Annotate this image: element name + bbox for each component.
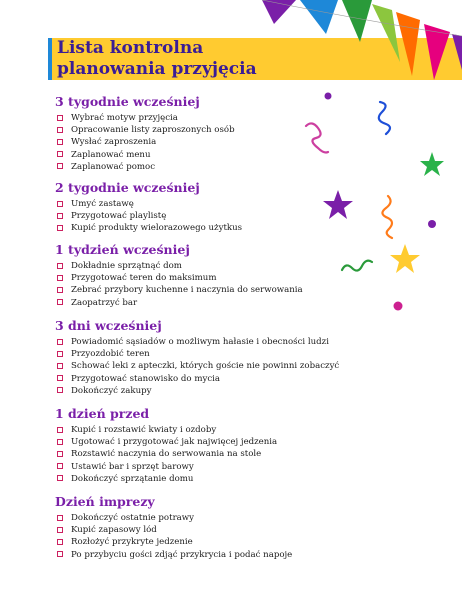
- item-label: Przygotować playlistę: [71, 211, 167, 222]
- checkbox-icon[interactable]: [57, 463, 63, 469]
- checkbox-icon[interactable]: [57, 151, 63, 157]
- streamer: [379, 102, 390, 134]
- checkbox-icon[interactable]: [57, 225, 63, 231]
- item-label: Dokończyć zakupy: [71, 385, 152, 396]
- checklist-item[interactable]: [55, 260, 355, 272]
- checkbox-icon[interactable]: [57, 387, 63, 393]
- item-label: Opracowanie listy zaproszonych osób: [71, 125, 235, 136]
- checkbox-icon[interactable]: [57, 363, 63, 369]
- checkbox-icon[interactable]: [57, 527, 63, 533]
- checkbox-icon[interactable]: [57, 539, 63, 545]
- section-heading: 3 tygodnie wcześniej: [55, 94, 200, 109]
- checklist-item[interactable]: [55, 124, 355, 136]
- item-label: Rozłożyć przykryte jedzenie: [71, 537, 193, 548]
- title-accent-bar: [48, 38, 52, 80]
- checklist-item[interactable]: [55, 136, 355, 148]
- checkbox-icon[interactable]: [57, 263, 63, 269]
- item-label: Przygotować teren do maksimum: [71, 273, 217, 284]
- section-1-day-before: [55, 406, 355, 485]
- item-label: Kupić i rozstawić kwiaty i ozdoby: [71, 425, 217, 435]
- checklist-item[interactable]: [55, 448, 355, 460]
- checkbox-icon[interactable]: [57, 375, 63, 381]
- section-3-weeks: [55, 94, 355, 173]
- checklist-item[interactable]: [55, 373, 355, 385]
- item-label: Zaopatrzyć bar: [71, 297, 138, 308]
- checkbox-icon[interactable]: [57, 475, 63, 481]
- section-1-week: [55, 242, 355, 309]
- item-label: Zaplanować menu: [71, 149, 151, 160]
- item-label: Kupić produkty wielorazowego użytkus: [71, 223, 243, 234]
- item-label: Umyć zastawę: [71, 199, 134, 209]
- checkbox-icon[interactable]: [57, 439, 63, 445]
- checkbox-icon[interactable]: [57, 427, 63, 433]
- checklist-item[interactable]: [55, 149, 355, 161]
- checklist-item[interactable]: [55, 112, 355, 124]
- section-3-days: [55, 318, 355, 397]
- section-party-day: [55, 494, 355, 561]
- checklist-item[interactable]: [55, 210, 355, 222]
- checklist-item[interactable]: [55, 272, 355, 284]
- checklist-item[interactable]: [55, 284, 355, 296]
- item-label: Schować leki z apteczki, których goście nie powinni zobaczyć: [71, 361, 340, 372]
- checklist-item[interactable]: [55, 436, 355, 448]
- item-label: Dokładnie sprzątnąć dom: [71, 261, 182, 271]
- checkbox-icon[interactable]: [57, 551, 63, 557]
- checklist-item[interactable]: [55, 524, 355, 536]
- checklist-item[interactable]: [55, 336, 355, 348]
- checkbox-icon[interactable]: [57, 451, 63, 457]
- checklist-item[interactable]: [55, 161, 355, 173]
- checklist-item[interactable]: [55, 536, 355, 548]
- checklist-item[interactable]: [55, 424, 355, 436]
- checklist-item[interactable]: [55, 512, 355, 524]
- section-2-weeks: [55, 180, 355, 235]
- checklist-item[interactable]: [55, 385, 355, 397]
- checkbox-icon[interactable]: [57, 299, 63, 305]
- checklist-item[interactable]: [55, 461, 355, 473]
- item-label: Powiadomić sąsiadów o możliwym hałasie i obecności ludzi: [71, 337, 329, 347]
- checkbox-icon[interactable]: [57, 163, 63, 169]
- section-heading: Dzień imprezy: [55, 494, 155, 509]
- section-heading: 1 tydzień wcześniej: [55, 242, 190, 257]
- checkbox-icon[interactable]: [57, 287, 63, 293]
- checkbox-icon[interactable]: [57, 339, 63, 345]
- item-label: Ugotować i przygotować jak najwięcej jedzenia: [71, 437, 278, 448]
- checkbox-icon[interactable]: [57, 139, 63, 145]
- section-heading: 1 dzień przed: [55, 406, 150, 421]
- checklist-item[interactable]: [55, 198, 355, 210]
- dot: [394, 302, 403, 311]
- item-label: Zebrać przybory kuchenne i naczynia do serwowania: [71, 285, 303, 296]
- star-icon: [390, 244, 420, 273]
- star-icon: [420, 152, 444, 176]
- item-label: Wybrać motyw przyjęcia: [71, 113, 178, 123]
- checklist-item[interactable]: [55, 549, 355, 561]
- checkbox-icon[interactable]: [57, 275, 63, 281]
- item-label: Kupić zapasowy lód: [71, 525, 157, 536]
- checklist-item[interactable]: [55, 348, 355, 360]
- item-label: Wysłać zaproszenia: [71, 137, 157, 148]
- section-heading: 3 dni wcześniej: [55, 318, 162, 333]
- checkbox-icon[interactable]: [57, 515, 63, 521]
- checkbox-icon[interactable]: [57, 127, 63, 133]
- page-title: Lista kontrolna planowania przyjęcia: [57, 38, 257, 79]
- checkbox-icon[interactable]: [57, 351, 63, 357]
- item-label: Dokończyć sprzątanie domu: [71, 473, 194, 484]
- checkbox-icon[interactable]: [57, 115, 63, 121]
- item-label: Zaplanować pomoc: [71, 161, 156, 172]
- dot: [428, 220, 436, 228]
- checklist-item[interactable]: [55, 222, 355, 234]
- checkbox-icon[interactable]: [57, 201, 63, 207]
- section-heading: 2 tygodnie wcześniej: [55, 180, 200, 195]
- checklist-item[interactable]: [55, 360, 355, 372]
- checkbox-icon[interactable]: [57, 213, 63, 219]
- item-label: Rozstawić naczynia do serwowania na stole: [71, 449, 262, 460]
- item-label: Po przybyciu gości zdjąć przykrycia i podać napoje: [71, 549, 293, 560]
- checklist-item[interactable]: [55, 297, 355, 309]
- item-label: Przyozdobić teren: [71, 349, 150, 360]
- checklist-item[interactable]: [55, 473, 355, 485]
- item-label: Ustawić bar i sprzęt barowy: [71, 461, 194, 472]
- item-label: Przygotować stanowisko do mycia: [71, 373, 221, 384]
- item-label: Dokończyć ostatnie potrawy: [71, 513, 195, 523]
- streamer: [382, 196, 392, 238]
